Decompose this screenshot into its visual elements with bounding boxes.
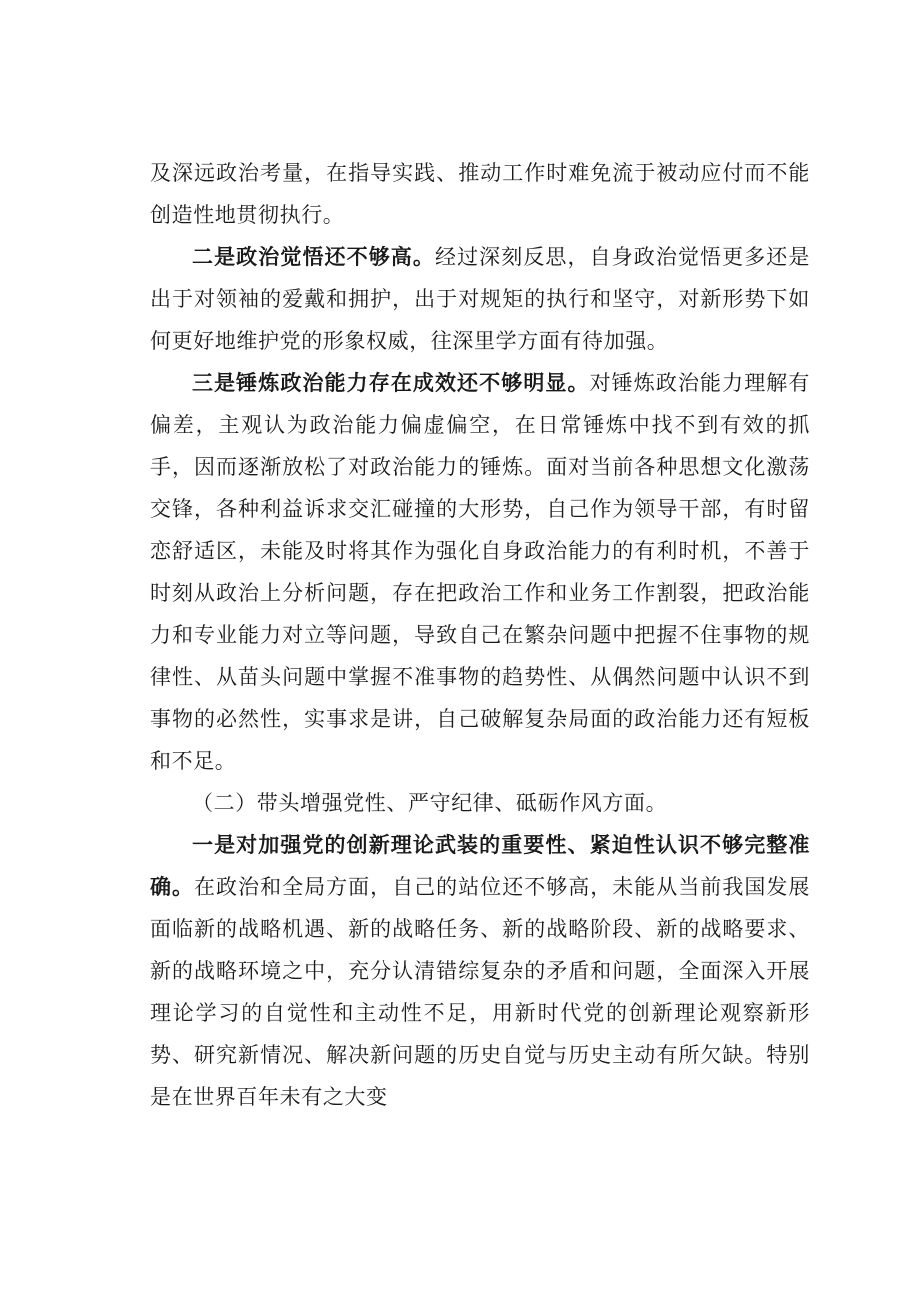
paragraph-continuation <box>150 152 810 236</box>
paragraph-political-ability <box>150 362 810 782</box>
paragraph-political-awareness <box>150 236 810 362</box>
paragraph-text: 经过深刻反思，自身政治觉悟更多还是出于对领袖的爱戴和拥护，出于对规矩的执行和坚守，对新形势下如何更好地维护党的形象权威，往深里学方面有待加强。 <box>150 245 810 353</box>
paragraph-text: 及深远政治考量，在指导实践、推动工作时难免流于被动应付而不能创造性地贯彻执行。 <box>150 161 810 227</box>
document-body <box>150 152 810 1118</box>
paragraph-text: 在政治和全局方面，自己的站位还不够高，未能从当前我国发展面临新的战略机遇、新的战略任务、新的战略阶段、新的战略要求、新的战略环境之中，充分认清错综复杂的矛盾和问题，全面深入开展理论学习的自觉性和主动性不足，用新时代党的创新理论观察新形势、研究新情况、解决新问题的历史自觉与历史主动有所欠缺。特别是在世界百年未有之大变 <box>150 875 810 1109</box>
section-heading <box>150 782 810 824</box>
paragraph-theory-study <box>150 824 810 1118</box>
paragraph-text: 对锤炼政治能力理解有偏差，主观认为政治能力偏虚偏空，在日常锤炼中找不到有效的抓手，因而逐渐放松了对政治能力的锤炼。面对当前各种思想文化激荡交锋，各种利益诉求交汇碰撞的大形势，自己作为领导干部，有时留恋舒适区，未能及时将其作为强化自身政治能力的有利时机，不善于时刻从政治上分析问题，存在把政治工作和业务工作割裂，把政治能力和专业能力对立等问题，导致自己在繁杂问题中把握不住事物的规律性、从苗头问题中掌握不准事物的趋势性、从偶然问题中认识不到事物的必然性，实事求是讲，自己破解复杂局面的政治能力还有短板和不足。 <box>150 371 810 773</box>
paragraph-lead: 三是锤炼政治能力存在成效还不够明显。 <box>192 370 590 395</box>
section-heading-text: （二）带头增强党性、严守纪律、砥砺作风方面。 <box>192 791 668 815</box>
paragraph-lead: 一是对加强党的创新理论武装的重要性、紧迫性认识不够完整准确。 <box>150 832 810 899</box>
paragraph-lead: 二是政治觉悟还不够高。 <box>192 244 435 269</box>
